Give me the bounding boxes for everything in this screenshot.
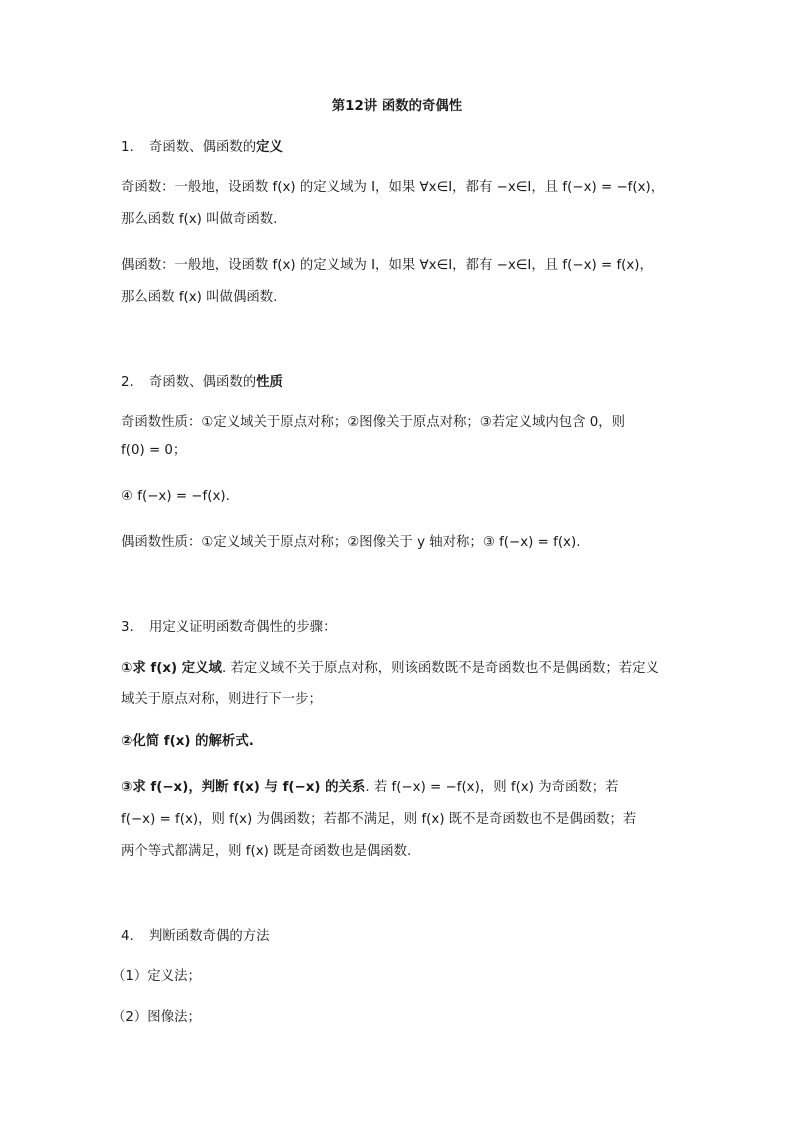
step-2-line: ②化简 f(x) 的解析式.: [121, 734, 254, 749]
section-number: 1.: [121, 140, 134, 155]
section-3-heading: [121, 618, 682, 638]
section-4-heading: [121, 927, 682, 947]
odd-definition-line-1: 奇函数：一般地，设函数 f(x) 的定义域为 I，如果 ∀x∈I，都有 −x∈I，且 f(−x) = −f(x)，: [121, 180, 665, 195]
step-1-bold: ①求 f(x) 定义域: [121, 661, 222, 676]
section-heading-text: 判断函数奇偶的方法: [149, 929, 270, 944]
section-number: 2.: [121, 375, 134, 390]
page-title: 第12讲 函数的奇偶性: [331, 99, 463, 114]
step-3-bold: ③求 f(−x)，判断 f(x) 与 f(−x) 的关系: [121, 780, 366, 795]
odd-properties-line-1: 奇函数性质：①定义域关于原点对称；②图像关于原点对称；③若定义域内包含 0，则: [121, 415, 626, 430]
method-item-1: （1）定义法；: [112, 969, 201, 984]
method-item-2: （2）图像法；: [112, 1010, 201, 1025]
step-1-line-2: 域关于原点对称，则进行下一步；: [121, 692, 322, 707]
section-heading-text: 用定义证明函数奇偶性的步骤：: [149, 620, 337, 635]
odd-properties-line-2: f(0) = 0；: [121, 443, 187, 458]
odd-definition-line-2: 那么函数 f(x) 叫做奇函数.: [121, 212, 278, 227]
section-heading-bold: 定义: [256, 140, 283, 155]
even-definition-line-1: 偶函数：一般地，设函数 f(x) 的定义域为 I，如果 ∀x∈I，都有 −x∈I，且 f(−x) = f(x)，: [121, 258, 653, 273]
section-2-heading: [121, 373, 682, 393]
section-number: 4.: [121, 929, 134, 944]
section-heading-text: 奇函数、偶函数的: [149, 140, 257, 155]
step-3-line-1: [121, 778, 682, 798]
step-3-line-2: f(−x) = f(x)，则 f(x) 为偶函数；若都不满足，则 f(x) 既不是奇函数也不是偶函数；若: [121, 812, 637, 827]
section-number: 3.: [121, 620, 134, 635]
step-3-rest: . 若 f(−x) = −f(x)，则 f(x) 为奇函数；若: [365, 780, 619, 795]
step-3-line-3: 两个等式都满足，则 f(x) 既是奇函数也是偶函数.: [121, 844, 412, 859]
section-heading-text: 奇函数、偶函数的: [149, 375, 257, 390]
section-1-heading: [121, 138, 682, 158]
odd-properties-line-3: ④ f(−x) = −f(x).: [121, 489, 230, 504]
step-1-rest: . 若定义域不关于原点对称，则该函数既不是奇函数也不是偶函数；若定义: [221, 661, 659, 676]
even-definition-line-2: 那么函数 f(x) 叫做偶函数.: [121, 290, 278, 305]
step-1-line-1: [121, 659, 682, 679]
even-properties-line: 偶函数性质：①定义域关于原点对称；②图像关于 y 轴对称；③ f(−x) = f(x).: [121, 535, 581, 550]
section-heading-bold: 性质: [256, 375, 283, 390]
